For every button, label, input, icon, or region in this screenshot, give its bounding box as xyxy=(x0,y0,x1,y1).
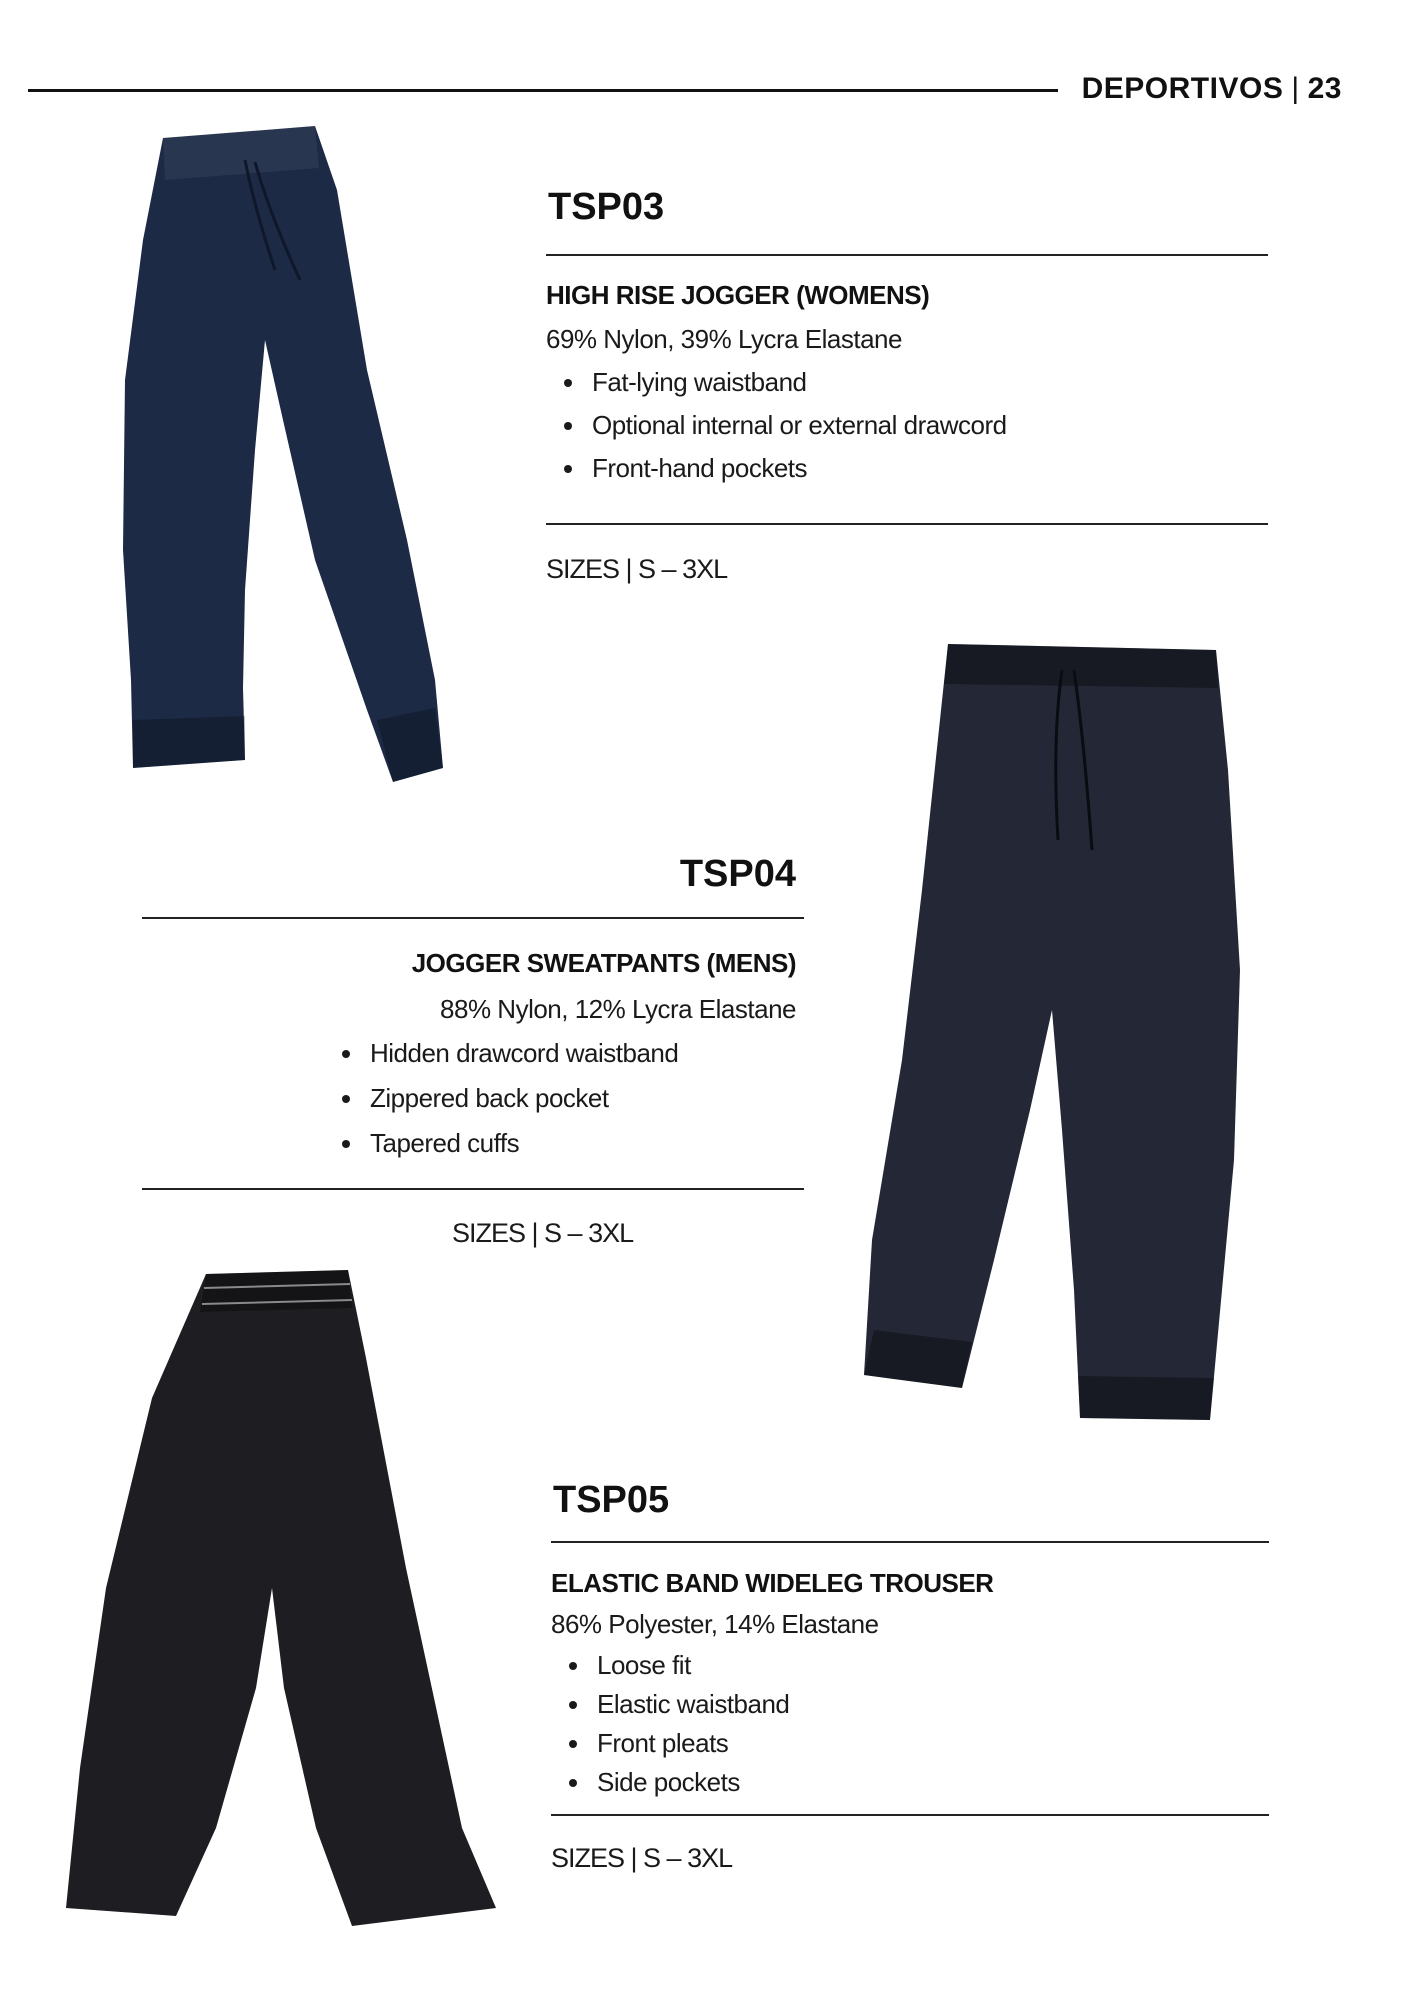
product-sizes: SIZES | S – 3XL xyxy=(546,554,728,584)
list-item: Fat-lying waistband xyxy=(546,369,1007,395)
product-code: TSP04 xyxy=(679,853,796,895)
product-material: 88% Nylon, 12% Lycra Elastane xyxy=(440,994,796,1024)
pants-body xyxy=(66,1270,496,1926)
waistband xyxy=(944,644,1218,688)
pants-body xyxy=(864,644,1240,1420)
product-material: 86% Polyester, 14% Elastane xyxy=(551,1609,879,1639)
list-item: Tapered cuffs xyxy=(324,1130,678,1156)
wideleg-trouser-illustration xyxy=(66,1268,500,1926)
header-rule xyxy=(28,89,1058,92)
product-image-tsp05 xyxy=(66,1268,500,1926)
divider xyxy=(546,523,1268,525)
product-sizes: SIZES | S – 3XL xyxy=(551,1843,733,1873)
page-header xyxy=(1082,72,1342,106)
waistband xyxy=(200,1270,352,1312)
product-code: TSP05 xyxy=(553,1479,670,1521)
product-image-tsp03 xyxy=(105,120,450,790)
header-separator: | xyxy=(1291,72,1300,105)
list-item: Side pockets xyxy=(551,1769,789,1795)
divider xyxy=(551,1814,1269,1816)
list-item: Optional internal or external drawcord xyxy=(546,412,1007,438)
product-sizes: SIZES | S – 3XL xyxy=(452,1218,634,1248)
product-image-tsp04 xyxy=(862,640,1252,1430)
divider xyxy=(551,1541,1269,1543)
jogger-mens-illustration xyxy=(862,640,1252,1430)
section-title: DEPORTIVOS xyxy=(1081,72,1284,105)
list-item: Front-hand pockets xyxy=(546,455,1007,481)
divider xyxy=(142,917,804,919)
cuff-right xyxy=(1078,1376,1214,1420)
list-item: Front pleats xyxy=(551,1730,789,1756)
list-item: Elastic waistband xyxy=(551,1691,789,1717)
jogger-womens-illustration xyxy=(105,120,450,790)
list-item: Hidden drawcord waistband xyxy=(324,1040,678,1066)
product-code: TSP03 xyxy=(548,186,665,228)
product-name: HIGH RISE JOGGER (WOMENS) xyxy=(546,280,930,310)
list-item: Loose fit xyxy=(551,1652,789,1678)
list-item: Zippered back pocket xyxy=(324,1085,678,1111)
feature-list xyxy=(551,1652,789,1808)
pants-body xyxy=(123,126,443,782)
feature-list xyxy=(324,1040,678,1175)
page-number: 23 xyxy=(1307,72,1342,105)
cuff-right xyxy=(377,708,443,782)
product-name: JOGGER SWEATPANTS (MENS) xyxy=(411,948,796,978)
feature-list xyxy=(546,369,1007,498)
divider xyxy=(546,254,1268,256)
cuff-left xyxy=(133,716,245,768)
divider xyxy=(142,1188,804,1190)
product-material: 69% Nylon, 39% Lycra Elastane xyxy=(546,324,902,354)
product-name: ELASTIC BAND WIDELEG TROUSER xyxy=(551,1568,994,1598)
